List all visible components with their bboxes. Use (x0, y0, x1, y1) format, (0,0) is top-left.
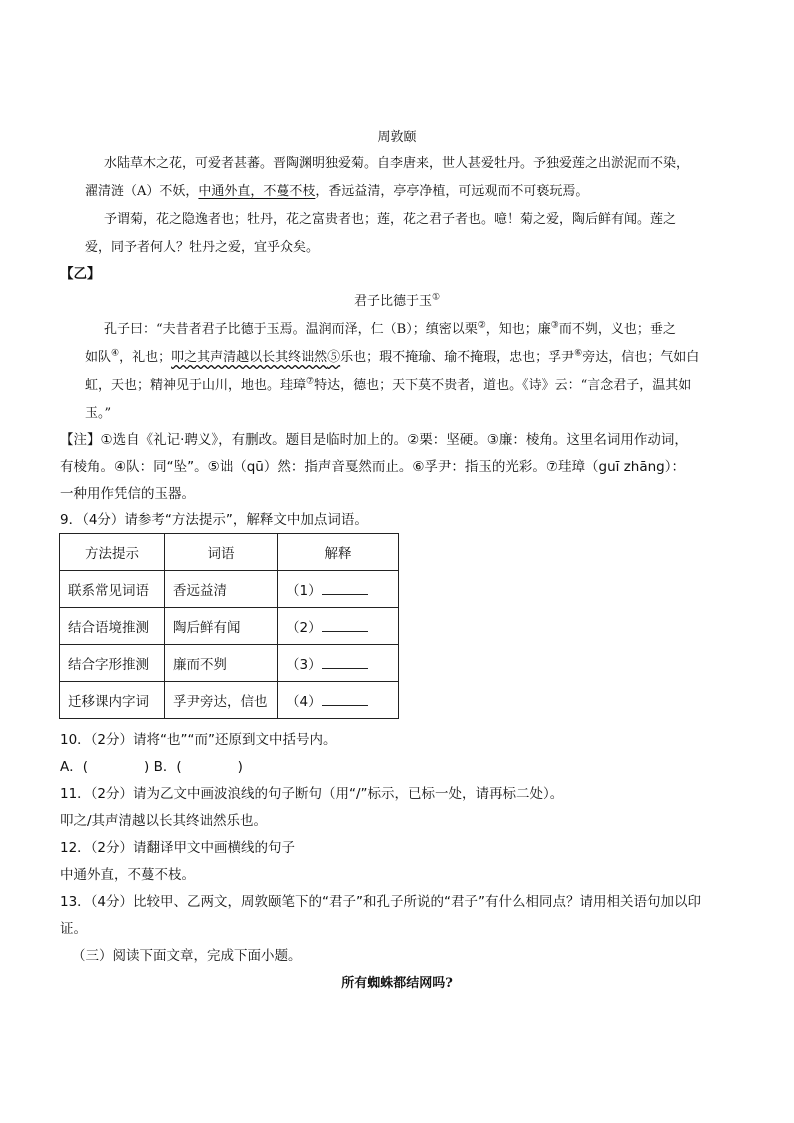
phrase-cell: 香远益清 (165, 571, 278, 608)
note-marker: ④ (111, 348, 120, 359)
jia-text: ，香远益清，亭亭净植，可远观而不可亵玩焉。 (315, 184, 589, 199)
table-header: 方法提示 (60, 534, 165, 571)
yi-label: 【乙】 (60, 266, 101, 282)
note-marker: ⑦ (306, 376, 315, 387)
answer-blank[interactable] (322, 619, 368, 632)
table-row (60, 682, 399, 719)
method-table (59, 533, 399, 719)
note-marker: ⑤ (327, 350, 341, 365)
section3-title: 所有蜘蛛都结网吗? (341, 976, 453, 991)
note-marker: ⑥ (574, 348, 583, 359)
yi-text: 而不刿，义也；垂之 (558, 322, 676, 337)
yi-wavy-text: 叩之其声清越以长其终诎然 (171, 350, 328, 365)
q9-stem: 9．（4分）请参考“方法提示”，解释文中加点词语。 (60, 512, 368, 528)
section3-intro: （三）阅读下面文章，完成下面小题。 (72, 948, 302, 964)
jia-para2-line1: 予谓菊，花之隐逸者也；牡丹，花之富贵者也；莲，花之君子者也。噫！菊之爱，陶后鲜有闻。莲之 (104, 212, 677, 227)
answer-number: （2） (286, 620, 322, 636)
jia-underlined-sentence: 中通外直，不蔓不枝 (198, 184, 316, 199)
answer-cell[interactable] (278, 645, 399, 682)
q11-stem: 11．（2分）请为乙文中画波浪线的句子断句（用“/”标示，已标一处，请再标二处）。 (60, 786, 564, 802)
yi-text: 乐也；瑕不掩瑜、瑜不掩瑕，忠也；孚尹 (340, 350, 575, 365)
yi-title-text: 君子比德于玉 (353, 294, 432, 309)
yi-line1 (104, 318, 676, 337)
blank-a-close: ) (144, 759, 150, 775)
q11-sentence: 叩之/其声清越以长其终诎然乐也。 (60, 813, 268, 829)
yi-text: 如队 (85, 350, 112, 365)
jia-text: 濯清涟（A）不妖， (85, 184, 199, 199)
yi-line4: 玉。” (85, 406, 112, 421)
q12-stem: 12．（2分）请翻译甲文中画横线的句子 (60, 840, 296, 856)
table-header: 词语 (165, 534, 278, 571)
yi-line3 (85, 374, 691, 393)
jia-author: 周敦颐 (377, 130, 417, 145)
answer-number: （4） (286, 694, 322, 710)
notes-line1: 【注】①选自《礼记·聘义》，有删改。题目是临时加上的。②栗：坚硬。③廉：棱角。这里名词用作动词， (60, 432, 688, 448)
yi-line2 (85, 346, 699, 365)
note-marker: ② (477, 320, 486, 331)
answer-blank[interactable] (322, 582, 368, 595)
jia-para1-line2 (85, 180, 588, 199)
yi-text: 孔子曰：“夫昔者君子比德于玉焉。温润而泽，仁（B）；缜密以栗 (104, 322, 478, 337)
q10-blanks (60, 755, 243, 775)
q12-sentence: 中通外直，不蔓不枝。 (60, 867, 195, 883)
table-row (60, 645, 399, 682)
method-cell: 结合语境推测 (60, 608, 165, 645)
answer-cell[interactable] (278, 682, 399, 719)
note-marker: ③ (550, 320, 559, 331)
yi-wavy-sentence (171, 350, 340, 365)
phrase-cell: 陶后鲜有闻 (165, 608, 278, 645)
yi-text: ，礼也； (119, 350, 172, 365)
yi-title (0, 290, 794, 309)
yi-text: 虹，天也；精神见于山川，地也。珪璋 (85, 378, 307, 393)
method-cell: 联系常见词语 (60, 571, 165, 608)
method-cell: 结合字形推测 (60, 645, 165, 682)
phrase-cell: 廉而不刿 (165, 645, 278, 682)
notes-line3: 一种用作凭信的玉器。 (60, 486, 195, 502)
q13-stem-line2: 证。 (60, 921, 87, 937)
yi-text: 旁达，信也；气如白 (582, 350, 700, 365)
table-header: 解释 (278, 534, 399, 571)
note-marker: ① (431, 292, 441, 303)
yi-text: ，知也；廉 (485, 322, 551, 337)
answer-number: （1） (286, 583, 322, 599)
blank-b-label: B．( (153, 759, 182, 775)
answer-number: （3） (286, 657, 322, 673)
answer-cell[interactable] (278, 571, 399, 608)
answer-blank[interactable] (322, 693, 368, 706)
answer-blank[interactable] (322, 656, 368, 669)
phrase-cell: 孚尹旁达，信也 (165, 682, 278, 719)
table-row (60, 608, 399, 645)
table-row (60, 571, 399, 608)
table-header-row (60, 534, 399, 571)
answer-cell[interactable] (278, 608, 399, 645)
jia-para1-line1: 水陆草木之花，可爱者甚蕃。晋陶渊明独爱菊。自李唐来，世人甚爱牡丹。予独爱莲之出淤泥而不染， (104, 156, 690, 171)
jia-para2-line2: 爱，同予者何人？牡丹之爱，宜乎众矣。 (85, 240, 320, 255)
blank-a-label: A．( (60, 759, 89, 775)
yi-text: 特达，德也；天下莫不贵者，道也。《诗》云：“言念君子，温其如 (314, 378, 692, 393)
method-cell: 迁移课内字词 (60, 682, 165, 719)
notes-line2: 有棱角。④队：同“坠”。⑤诎（qū）然：指声音戛然而止。⑥孚尹：指玉的光彩。⑦珪璋（guī zhāng）： (60, 459, 685, 475)
q10-stem: 10．（2分）请将“也”“而”还原到文中括号内。 (60, 732, 337, 748)
q13-stem-line1: 13．（4分）比较甲、乙两文，周敦颐笔下的“君子”和孔子所说的“君子”有什么相同点？请用相关语句加以印 (60, 894, 701, 910)
blank-b-close: ) (237, 759, 243, 775)
